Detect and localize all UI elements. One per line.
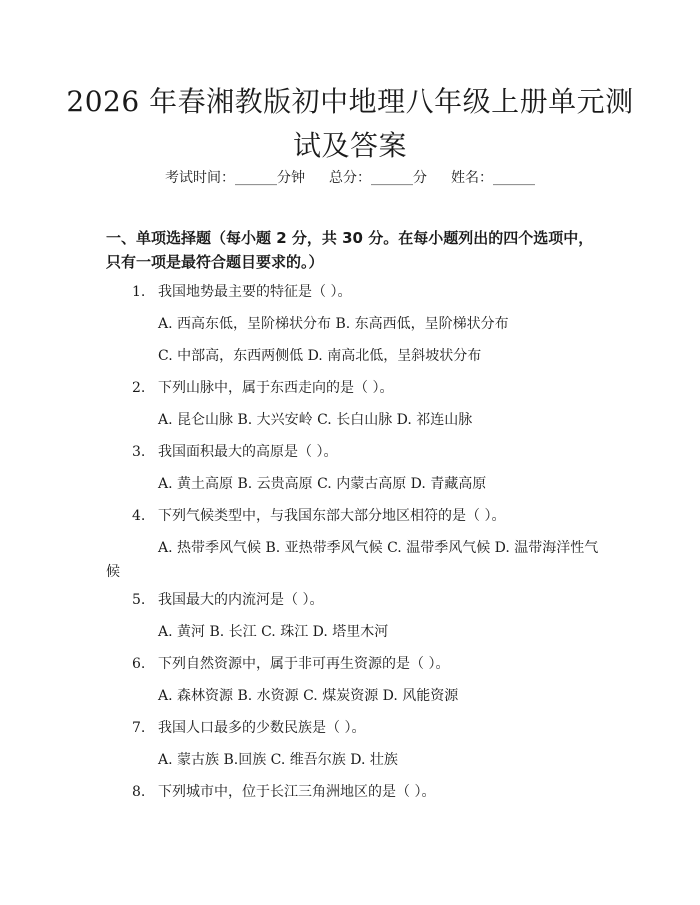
question-text: 我国最大的内流河是（ ）。 <box>158 592 324 608</box>
title-line-2: 试及答案 <box>292 129 407 162</box>
question-4-options: A. 热带季风气候 B. 亚热带季风气候 C. 温带季风气候 D. 温带海洋性气候 <box>106 540 599 580</box>
question-7-options: A. 蒙古族 B.回族 C. 维吾尔族 D. 壮族 <box>158 752 398 768</box>
title-line-1: 2026 年春湘教版初中地理八年级上册单元测 <box>66 85 634 118</box>
question-7 <box>132 718 365 738</box>
question-1-options-a-b: A. 西高东低，呈阶梯状分布 B. 东高西低，呈阶梯状分布 <box>158 316 509 332</box>
question-6-options: A. 森林资源 B. 水资源 C. 煤炭资源 D. 风能资源 <box>158 688 459 704</box>
question-5-options: A. 黄河 B. 长江 C. 珠江 D. 塔里木河 <box>158 624 389 640</box>
question-3-options: A. 黄土高原 B. 云贵高原 C. 内蒙古高原 D. 青藏高原 <box>158 476 487 492</box>
question-number: 8. <box>132 784 146 800</box>
question-1 <box>132 282 351 302</box>
student-name: 姓名：______ <box>451 170 535 186</box>
question-number: 7. <box>132 720 146 736</box>
question-text: 下列自然资源中，属于非可再生资源的是（ ）。 <box>158 656 450 672</box>
question-4 <box>132 506 505 526</box>
total-score: 总分：______分 <box>329 170 427 186</box>
question-2 <box>132 378 393 398</box>
question-number: 3. <box>132 444 146 460</box>
question-text: 下列山脉中，属于东西走向的是（ ）。 <box>158 380 394 396</box>
question-text: 下列城市中，位于长江三角洲地区的是（ ）。 <box>158 784 436 800</box>
question-text: 我国面积最大的高原是（ ）。 <box>158 444 338 460</box>
question-text: 我国人口最多的少数民族是（ ）。 <box>158 720 366 736</box>
question-1-options-c-d: C. 中部高，东西两侧低 D. 南高北低，呈斜坡状分布 <box>158 348 482 364</box>
document-title <box>60 80 640 168</box>
question-8 <box>132 782 435 802</box>
question-text: 我国地势最主要的特征是（ ）。 <box>158 284 352 300</box>
question-number: 2. <box>132 380 146 396</box>
exam-meta <box>0 168 700 188</box>
question-number: 1. <box>132 284 146 300</box>
question-number: 4. <box>132 508 146 524</box>
question-2-options: A. 昆仑山脉 B. 大兴安岭 C. 长白山脉 D. 祁连山脉 <box>158 412 473 428</box>
exam-time: 考试时间：______分钟 <box>165 170 305 186</box>
question-number: 5. <box>132 592 146 608</box>
question-text: 下列气候类型中，与我国东部大部分地区相符的是（ ）。 <box>158 508 506 524</box>
question-3 <box>132 442 337 462</box>
question-6 <box>132 654 449 674</box>
question-5 <box>132 590 323 610</box>
section-heading: 一、单项选择题（每小题 2 分，共 30 分。在每小题列出的四个选项中，只有一项是最符合题目要求的。） <box>106 229 594 271</box>
question-number: 6. <box>132 656 146 672</box>
